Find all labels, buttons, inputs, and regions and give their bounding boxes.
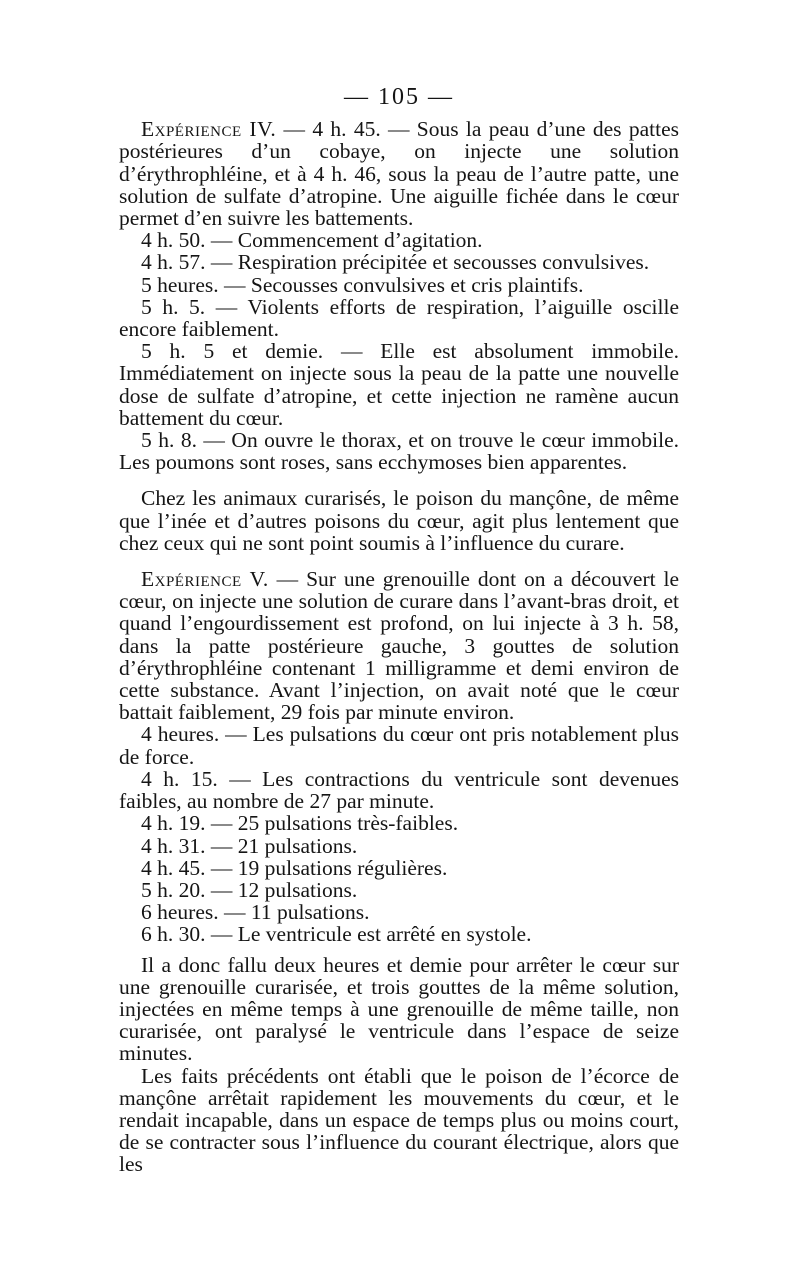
timeline-line: 5 h. 20. — 12 pulsations. [141,877,358,902]
experiment-text: — Sur une grenouille dont on a découvert le cœur, on injecte une solution de curare dans l’avant-bras droit, et quand l’engourdissement est profond, on lui injecte à 3 h. 58, dans la patte postérieure gauche, 3 gouttes de solution d’érythrophléine contenant 1 milligramme et demi environ de cette substance. Avant l’injection, on avait noté que le cœur battait faiblement, 29 fois par minute environ. [119,567,679,725]
timeline-line: 4 h. 19. — 25 pulsations très-faibles. [141,811,459,836]
experiment-label: Expérience V. [141,567,269,592]
timeline-paragraph: 5 h. 5. — Violents efforts de respiration, l’aiguille oscille encore faiblement. [119,294,679,342]
body-paragraph: Les faits précédents ont établi que le poison de l’écorce de mançône arrêtait rapidement les mouvements du cœur, et le rendait incapable, dans un espace de temps plus ou moins court, de se contracter sous l’influence du courant électrique, alors que les [119,1063,679,1177]
timeline-paragraph: 4 heures. — Les pulsations du cœur ont pris notablement plus de force. [119,722,679,769]
experiment-text: — 4 h. 45. — Sous la peau d’une des pattes postérieures d’un cobaye, on injecte une solution d’érythrophléine, et à 4 h. 46, sous la peau de l’autre patte, une solution de sulfate d’atropine. Une aiguille fichée dans le cœur permet d’en suivre les battements. [119,117,679,231]
timeline-line: 5 heures. — Secousses convulsives et cris plaintifs. [141,272,584,297]
timeline-line: 4 h. 45. — 19 pulsations régulières. [141,855,448,880]
timeline-line: 4 h. 50. — Commencement d’agitation. [141,228,483,253]
experiment-label: Expérience IV. [141,117,277,142]
timeline-line: 4 h. 31. — 21 pulsations. [141,833,358,858]
body-paragraph: Chez les animaux curarisés, le poison du mançône, de même que l’inée et d’autres poisons du cœur, agit plus lentement que chez ceux qui ne sont point soumis à l’influence du curare. [119,486,679,555]
page-number: — 105 — [344,84,454,110]
experiment-iv-paragraph [119,118,679,229]
body-paragraph: Il a donc fallu deux heures et demie pour arrêter le cœur sur une grenouille curarisée, et trois gouttes de la même solution, injectées en même temps à une grenouille de même taille, non curarisée, ont paralysé le ventricule dans l’espace de seize minutes. [119,952,679,1066]
timeline-paragraph: 5 h. 8. — On ouvre le thorax, et on trouve le cœur immobile. Les poumons sont roses, sans ecchymoses bien apparentes. [119,428,679,475]
timeline-line: 6 h. 30. — Le ventricule est arrêté en systole. [141,922,532,947]
timeline-paragraph: 5 h. 5 et demie. — Elle est absolument immobile. Immédiatement on injecte sous la peau de la patte une nouvelle dose de sulfate d’atropine, et cette injection ne ramène aucun battement du cœur. [119,339,679,430]
book-page [119,86,679,1176]
timeline-paragraph: 4 h. 15. — Les contractions du ventricule sont devenues faibles, au nombre de 27 par minute. [119,766,679,814]
experiment-v-paragraph [119,568,679,723]
timeline-line: 4 h. 57. — Respiration précipitée et secousses convulsives. [141,250,650,275]
timeline-line: 6 heures. — 11 pulsations. [141,900,370,925]
